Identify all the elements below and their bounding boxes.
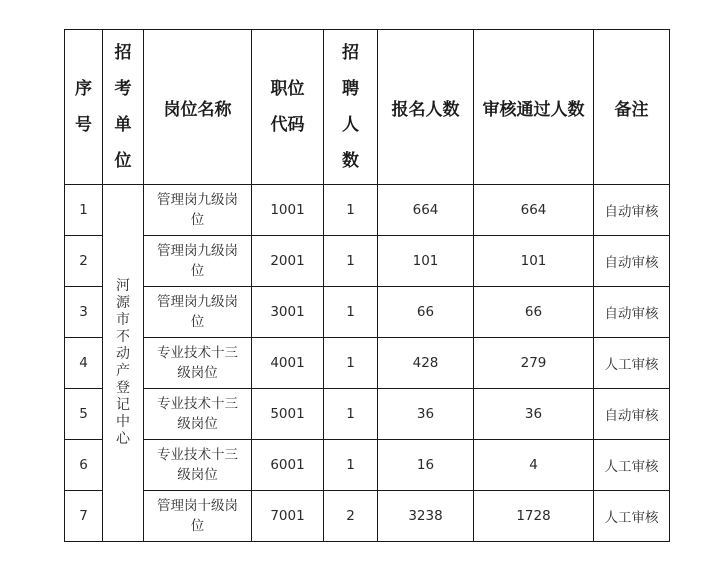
cell-remark: 自动审核: [594, 236, 670, 287]
cell-unit: [103, 185, 144, 542]
table-row: [65, 236, 670, 287]
recruitment-table: [64, 29, 670, 542]
cell-remark: 自动审核: [594, 389, 670, 440]
header-approved: [474, 30, 594, 185]
table-row: [65, 440, 670, 491]
header-approved-label: 审核通过人数: [482, 99, 585, 120]
cell-seq: 3: [65, 287, 103, 338]
table-row: [65, 185, 670, 236]
table-row: [65, 338, 670, 389]
cell-hire-count: 1: [324, 236, 378, 287]
cell-applicants: 428: [378, 338, 474, 389]
post-name-text: 管理岗十级岗位: [157, 498, 238, 534]
header-row: [65, 30, 670, 185]
cell-post-name: [144, 236, 252, 287]
post-name-text: 专业技术十三级岗位: [157, 345, 238, 381]
cell-remark: 人工审核: [594, 491, 670, 542]
cell-hire-count: 2: [324, 491, 378, 542]
header-post-code-label: 职位代码: [270, 79, 305, 135]
header-hire-count-label: 招聘人数: [342, 43, 359, 171]
cell-seq: 6: [65, 440, 103, 491]
header-hire-count: [324, 30, 378, 185]
cell-post-name: [144, 287, 252, 338]
cell-seq: 4: [65, 338, 103, 389]
header-applicants-label: 报名人数: [391, 99, 460, 120]
cell-approved: 1728: [474, 491, 594, 542]
cell-remark: 自动审核: [594, 185, 670, 236]
cell-post-code: 4001: [252, 338, 324, 389]
post-name-text: 专业技术十三级岗位: [157, 396, 238, 432]
cell-applicants: 3238: [378, 491, 474, 542]
table-row: [65, 287, 670, 338]
table-row: [65, 491, 670, 542]
cell-applicants: 36: [378, 389, 474, 440]
post-name-text: 专业技术十三级岗位: [157, 447, 238, 483]
cell-approved: 101: [474, 236, 594, 287]
cell-hire-count: 1: [324, 440, 378, 491]
cell-seq: 5: [65, 389, 103, 440]
cell-applicants: 66: [378, 287, 474, 338]
cell-seq: 2: [65, 236, 103, 287]
cell-seq: 1: [65, 185, 103, 236]
cell-hire-count: 1: [324, 338, 378, 389]
cell-post-code: 3001: [252, 287, 324, 338]
header-unit: [103, 30, 144, 185]
cell-approved: 66: [474, 287, 594, 338]
header-remark-label: 备注: [614, 99, 649, 120]
unit-name: 河源市不动产登记中心: [115, 278, 130, 447]
cell-hire-count: 1: [324, 185, 378, 236]
header-seq-label: 序号: [75, 79, 92, 135]
header-post-name-label: 岗位名称: [163, 99, 232, 120]
post-name-text: 管理岗九级岗位: [157, 294, 238, 330]
cell-post-name: [144, 491, 252, 542]
cell-remark: 人工审核: [594, 338, 670, 389]
cell-post-code: 6001: [252, 440, 324, 491]
header-seq: [65, 30, 103, 185]
cell-post-code: 2001: [252, 236, 324, 287]
post-name-text: 管理岗九级岗位: [157, 192, 238, 228]
cell-approved: 36: [474, 389, 594, 440]
cell-post-code: 7001: [252, 491, 324, 542]
header-applicants: [378, 30, 474, 185]
cell-post-code: 5001: [252, 389, 324, 440]
cell-remark: 自动审核: [594, 287, 670, 338]
cell-approved: 4: [474, 440, 594, 491]
post-name-text: 管理岗九级岗位: [157, 243, 238, 279]
cell-post-name: [144, 338, 252, 389]
header-post-code: [252, 30, 324, 185]
cell-hire-count: 1: [324, 287, 378, 338]
cell-remark: 人工审核: [594, 440, 670, 491]
cell-applicants: 664: [378, 185, 474, 236]
cell-applicants: 101: [378, 236, 474, 287]
cell-post-name: [144, 185, 252, 236]
table-row: [65, 389, 670, 440]
cell-approved: 279: [474, 338, 594, 389]
header-remark: [594, 30, 670, 185]
cell-hire-count: 1: [324, 389, 378, 440]
cell-applicants: 16: [378, 440, 474, 491]
cell-post-name: [144, 389, 252, 440]
header-post-name: [144, 30, 252, 185]
cell-post-code: 1001: [252, 185, 324, 236]
header-unit-label: 招考单位: [114, 43, 132, 171]
cell-approved: 664: [474, 185, 594, 236]
cell-post-name: [144, 440, 252, 491]
cell-seq: 7: [65, 491, 103, 542]
